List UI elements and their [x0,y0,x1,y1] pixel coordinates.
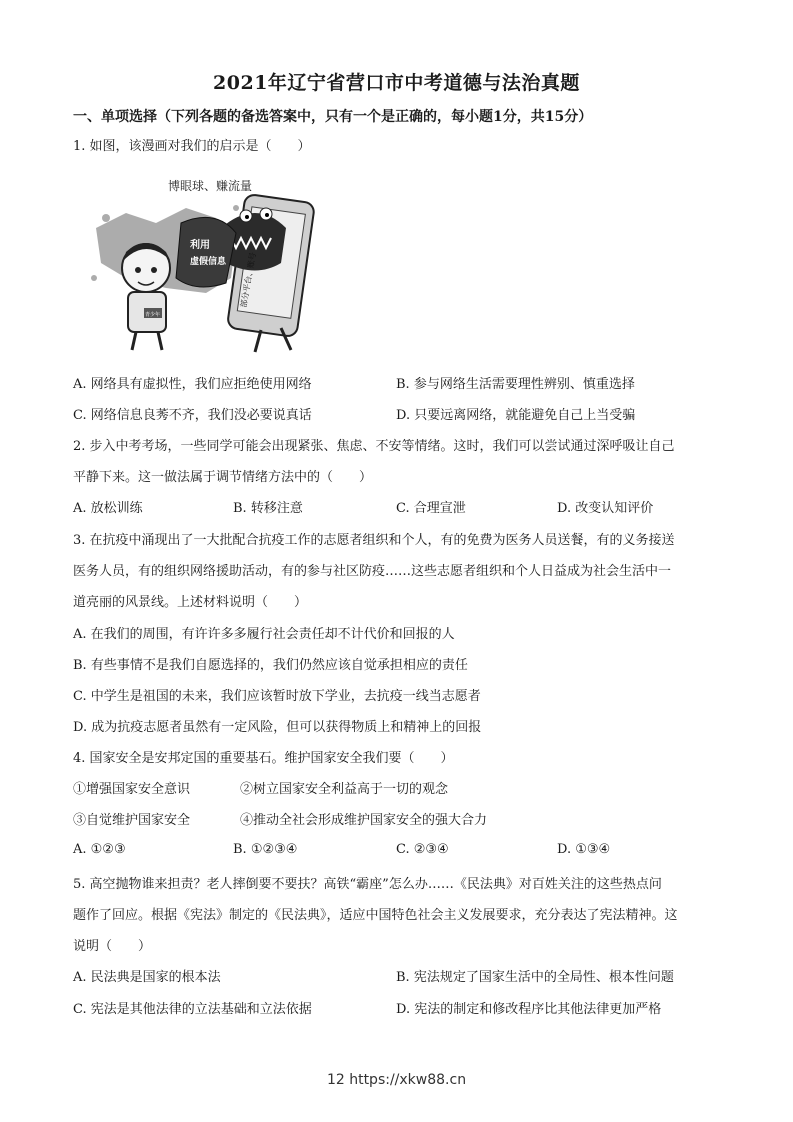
cartoon-banner-text: 博眼球、赚流量 [168,179,253,193]
q2-option-c[interactable]: C. 合理宣泄 [396,501,466,516]
q3-option-d[interactable]: D. 成为抗疫志愿者虽然有一定风险，但可以获得物质上和精神上的回报 [73,720,482,735]
phone-monster-figure [221,194,315,352]
q4-stem: 4. 国家安全是安邦定国的重要基石。维护国家安全我们要（ ） [73,751,454,766]
q5-option-b[interactable]: B. 宪法规定了国家生活中的全局性、根本性问题 [396,970,674,985]
q4-option-c[interactable]: C. ②③④ [396,842,449,857]
cartoon-image [86,168,316,358]
q1-option-a[interactable]: A. 网络具有虚拟性，我们应拒绝使用网络 [73,377,312,392]
svg-text:利用: 利用 [190,240,210,251]
q5-option-c[interactable]: C. 宪法是其他法律的立法基础和立法依据 [73,1002,312,1017]
svg-text:虚假信息: 虚假信息 [190,257,227,267]
q5-option-a[interactable]: A. 民法典是国家的根本法 [73,970,221,985]
q4-item-1: ①增强国家安全意识 [73,782,191,797]
page-footer: 12 https://xkw88.cn [326,1072,467,1088]
q3-option-b[interactable]: B. 有些事情不是我们自愿选择的，我们仍然应该自觉承担相应的责任 [73,658,468,673]
q5-stem-line-1: 5. 高空抛物谁来担责？老人摔倒要不要扶？高铁“霸座”怎么办……《民法典》对百姓关注的这些热点问 [73,877,662,892]
q2-stem-line-1: 2. 步入中考考场，一些同学可能会出现紧张、焦虑、不安等情绪。这时，我们可以尝试通过深呼吸让自己 [73,439,675,454]
q4-option-b[interactable]: B. ①②③④ [233,842,298,857]
q1-option-b[interactable]: B. 参与网络生活需要理性辨别、慎重选择 [396,377,635,392]
q5-stem-line-2: 题作了回应。根据《宪法》制定的《民法典》，适应中国特色社会主义发展要求，充分表达了宪法精神。这 [73,908,678,923]
q5-stem-line-3: 说明（ ） [73,939,152,954]
q1-stem: 1. 如图，该漫画对我们的启示是（ ） [73,139,311,154]
q4-option-d[interactable]: D. ①③④ [557,842,611,857]
q4-option-a[interactable]: A. ①②③ [73,842,126,857]
q2-option-a[interactable]: A. 放松训练 [73,501,143,516]
q2-stem-line-2: 平静下来。这一做法属于调节情绪方法中的（ ） [73,470,373,485]
q3-option-c[interactable]: C. 中学生是祖国的未来，我们应该暂时放下学业，去抗疫一线当志愿者 [73,689,481,704]
cartoon-phone-label: 部分平台、账号 [239,251,258,309]
section-heading: 一、单项选择（下列各题的备选答案中，只有一个是正确的，每小题1分，共15分） [73,109,593,125]
q4-item-4: ④推动全社会形成维护国家安全的强大合力 [240,813,488,828]
cartoon-bag-label: 青少年 [145,312,161,318]
q1-option-d[interactable]: D. 只要远离网络，就能避免自己上当受骗 [396,408,636,423]
q4-item-3: ③自觉维护国家安全 [73,813,191,828]
q3-stem-line-2: 医务人员，有的组织网络援助活动，有的参与社区防疫……这些志愿者组织和个人日益成为社会生活中一 [73,564,672,579]
page-title: 2021年辽宁省营口市中考道德与法治真题 [213,72,580,94]
q2-option-b[interactable]: B. 转移注意 [233,501,303,516]
q1-option-c[interactable]: C. 网络信息良莠不齐，我们没必要说真话 [73,408,312,423]
boy-figure [122,243,170,350]
q3-stem-line-3: 道亮丽的风景线。上述材料说明（ ） [73,595,308,610]
q5-option-d[interactable]: D. 宪法的制定和修改程序比其他法律更加严格 [396,1002,662,1017]
q3-option-a[interactable]: A. 在我们的周围，有许许多多履行社会责任却不计代价和回报的人 [73,627,455,642]
q4-item-2: ②树立国家安全利益高于一切的观念 [240,782,449,797]
q2-option-d[interactable]: D. 改变认知评价 [557,501,654,516]
q3-stem-line-1: 3. 在抗疫中涌现出了一大批配合抗疫工作的志愿者组织和个人，有的免费为医务人员送餐，有的义务接送 [73,533,675,548]
